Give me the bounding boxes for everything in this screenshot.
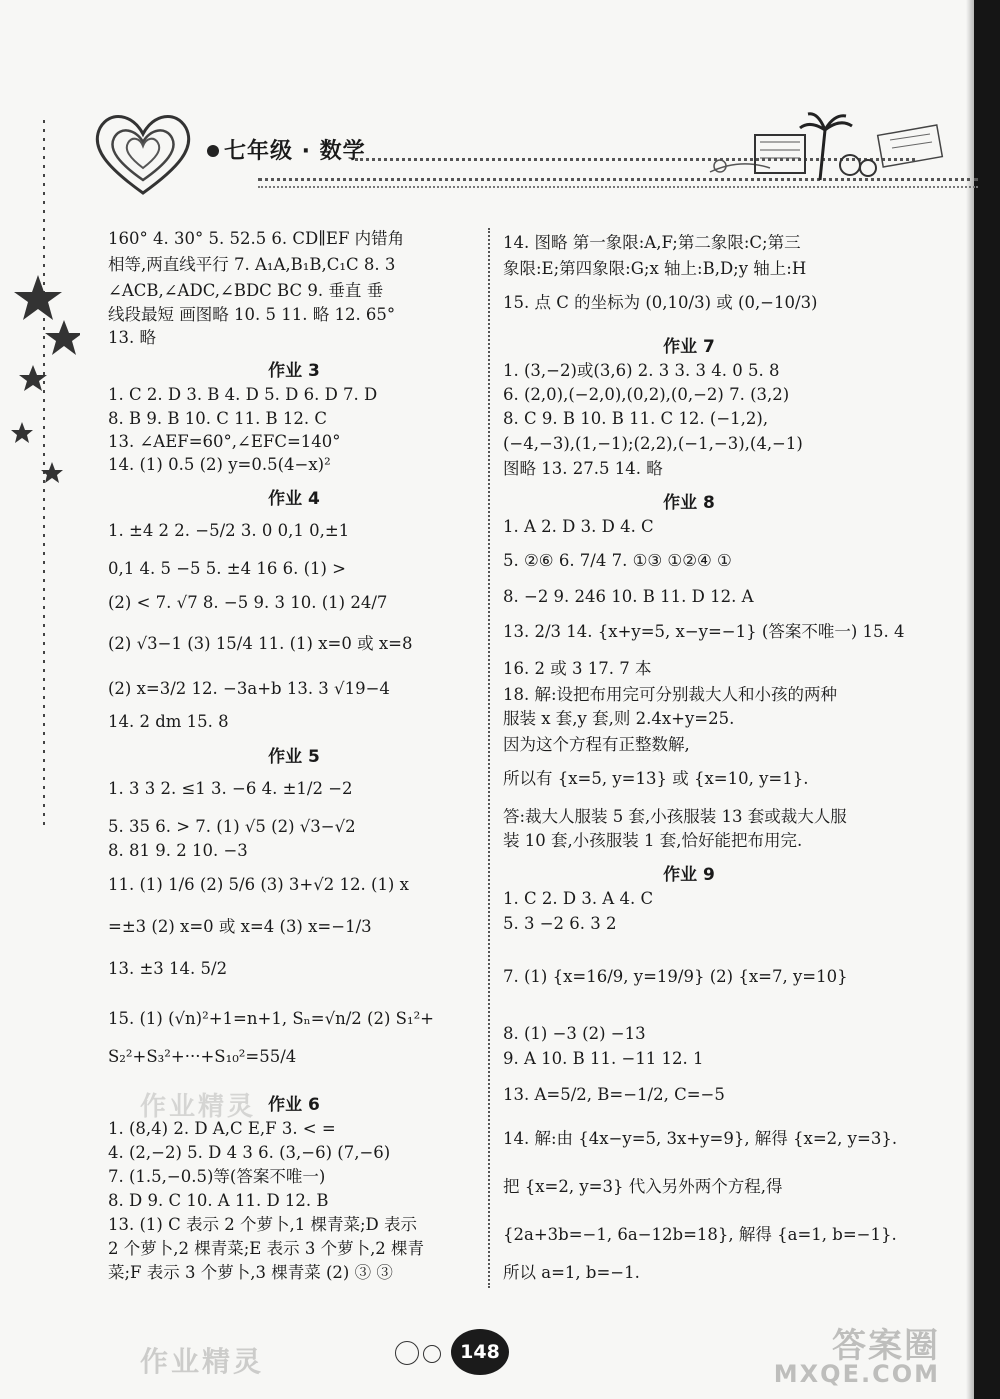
answer-line: 因为这个方程有正整数解, xyxy=(503,735,690,754)
answer-line: 1. C 2. D 3. A 4. C xyxy=(503,889,654,908)
answer-line: 4. (2,−2) 5. D 4 3 6. (3,−6) (7,−6) xyxy=(108,1143,391,1162)
stamp-watermark: 作业精灵 xyxy=(140,1092,257,1122)
answer-line: 8. C 9. B 10. B 11. C 12. (−1,2), xyxy=(503,409,769,428)
answer-line: 6. (2,0),(−2,0),(0,2),(0,−2) 7. (3,2) xyxy=(503,385,790,404)
stars-decoration-icon xyxy=(0,110,80,860)
answer-line: 所以有 {x=5, y=13} 或 {x=10, y=1}. xyxy=(503,769,809,788)
site-watermark-url: MXQE.COM xyxy=(773,1360,940,1388)
answer-line: 5. 35 6. > 7. (1) √5 (2) √3−√2 xyxy=(108,817,356,836)
answer-line: 8. −2 9. 246 10. B 11. D 12. A xyxy=(503,587,754,606)
answer-line: 8. D 9. C 10. A 11. D 12. B xyxy=(108,1191,329,1210)
answer-line: 1. 3 3 2. ≤1 3. −6 4. ±1/2 −2 xyxy=(108,779,353,798)
answer-line: 1. C 2. D 3. B 4. D 5. D 6. D 7. D xyxy=(108,385,378,404)
answer-line: 象限:E;第四象限:G;x 轴上:B,D;y 轴上:H xyxy=(503,259,807,278)
answer-line: 13. ∠AEF=60°,∠EFC=140° xyxy=(108,432,341,451)
answer-line: 所以 a=1, b=−1. xyxy=(503,1263,640,1282)
answer-line: 装 10 套,小孩服装 1 套,恰好能把布用完. xyxy=(503,831,803,850)
answer-line: 14. 解:由 {4x−y=5, 3x+y=9}, 解得 {x=2, y=3}. xyxy=(503,1129,898,1148)
answer-line: 8. 81 9. 2 10. −3 xyxy=(108,841,248,860)
answer-line: 13. (1) C 表示 2 个萝卜,1 棵青菜;D 表示 xyxy=(108,1215,417,1234)
answer-line: (2) x=3/2 12. −3a+b 13. 3 √19−4 xyxy=(108,679,390,698)
page-header xyxy=(0,100,1000,210)
answer-line: ∠ACB,∠ADC,∠BDC BC 9. 垂直 垂 xyxy=(108,281,384,300)
hearts-logo-icon xyxy=(88,108,203,198)
answer-line: 1. ±4 2 2. −5/2 3. 0 0,1 0,±1 xyxy=(108,521,350,540)
footer-circle-icon xyxy=(423,1345,441,1363)
answer-line: (2) < 7. √7 8. −5 9. 3 10. (1) 24/7 xyxy=(108,593,388,612)
answer-line: 15. (1) (√n)²+1=n+1, Sₙ=√n/2 (2) S₁²+ xyxy=(108,1009,435,1028)
answer-line: 7. (1) {x=16/9, y=19/9} (2) {x=7, y=10} xyxy=(503,967,848,986)
answer-line: 14. 2 dm 15. 8 xyxy=(108,712,229,731)
column-divider xyxy=(488,228,490,1288)
answer-line: 13. 2/3 14. {x+y=5, x−y=−1} (答案不唯一) 15. 4 xyxy=(503,622,905,641)
answer-line: 图略 13. 27.5 14. 略 xyxy=(503,459,663,478)
answer-line: (2) √3−1 (3) 15/4 11. (1) x=0 或 x=8 xyxy=(108,634,413,653)
site-watermark: 答案圈 xyxy=(832,1326,940,1366)
answer-line: 16. 2 或 3 17. 7 本 xyxy=(503,659,652,678)
section-heading: 作业 4 xyxy=(268,489,320,509)
answer-line: 8. B 9. B 10. C 11. B 12. C xyxy=(108,409,328,428)
answer-line: 13. ±3 14. 5/2 xyxy=(108,959,228,978)
answer-line: 14. 图略 第一象限:A,F;第二象限:C;第三 xyxy=(503,233,801,252)
section-heading: 作业 6 xyxy=(268,1095,320,1115)
answer-line: 把 {x=2, y=3} 代入另外两个方程,得 xyxy=(503,1177,783,1196)
title-bullet xyxy=(207,145,219,157)
answer-line: 相等,两直线平行 7. A₁A,B₁B,C₁C 8. 3 xyxy=(108,255,396,274)
answer-line: 8. (1) −3 (2) −13 xyxy=(503,1024,646,1043)
answer-line: 线段最短 画图略 10. 5 11. 略 12. 65° xyxy=(108,305,396,324)
answer-line: S₂²+S₃²+···+S₁₀²=55/4 xyxy=(108,1047,297,1066)
answer-line: 1. (8,4) 2. D A,C E,F 3. < = xyxy=(108,1119,336,1138)
answer-line: 服装 x 套,y 套,则 2.4x+y=25. xyxy=(503,709,735,728)
answer-line: {2a+3b=−1, 6a−12b=18}, 解得 {a=1, b=−1}. xyxy=(503,1225,897,1244)
answer-line: 160° 4. 30° 5. 52.5 6. CD∥EF 内错角 xyxy=(108,229,405,248)
answer-line: 9. A 10. B 11. −11 12. 1 xyxy=(503,1049,704,1068)
section-heading: 作业 5 xyxy=(268,747,320,767)
page-title: 七年级 · 数学 xyxy=(224,139,366,164)
answer-line: 2 个萝卜,2 棵青菜;E 表示 3 个萝卜,2 棵青 xyxy=(108,1239,425,1258)
section-heading: 作业 9 xyxy=(663,865,715,885)
answer-line: 7. (1.5,−0.5)等(答案不唯一) xyxy=(108,1167,326,1186)
answer-line: (−4,−3),(1,−1);(2,2),(−1,−3),(4,−1) xyxy=(503,434,803,453)
answer-line: 答:裁大人服装 5 套,小孩服装 13 套或裁大人服 xyxy=(503,807,847,826)
footer-circle-icon xyxy=(395,1341,419,1365)
answer-line: 菜;F 表示 3 个萝卜,3 棵青菜 (2) ③ ③ xyxy=(108,1263,393,1282)
answer-line: 5. ②⑥ 6. 7/4 7. ①③ ①②④ ① xyxy=(503,551,732,570)
answer-line: 1. A 2. D 3. D 4. C xyxy=(503,517,654,536)
answer-line: 18. 解:设把布用完可分别裁大人和小孩的两种 xyxy=(503,685,838,704)
answer-line: 5. 3 −2 6. 3 2 xyxy=(503,914,617,933)
books-palm-decoration-icon xyxy=(700,110,970,190)
answer-line: 13. A=5/2, B=−1/2, C=−5 xyxy=(503,1085,725,1104)
answer-line: 13. 略 xyxy=(108,328,156,347)
section-heading: 作业 7 xyxy=(663,337,715,357)
answer-line: 15. 点 C 的坐标为 (0,10/3) 或 (0,−10/3) xyxy=(503,293,818,312)
answer-line: =±3 (2) x=0 或 x=4 (3) x=−1/3 xyxy=(108,917,372,936)
answer-line: 14. (1) 0.5 (2) y=0.5(4−x)² xyxy=(108,455,331,474)
page-number: 148 xyxy=(451,1329,509,1375)
answer-line: 11. (1) 1/6 (2) 5/6 (3) 3+√2 12. (1) x xyxy=(108,875,409,894)
section-heading: 作业 8 xyxy=(663,493,715,513)
section-heading: 作业 3 xyxy=(268,361,320,381)
answer-line: 0,1 4. 5 −5 5. ±4 16 6. (1) > xyxy=(108,559,347,578)
stamp-watermark: 作业精灵 xyxy=(140,1345,265,1378)
answer-line: 1. (3,−2)或(3,6) 2. 3 3. 3 4. 0 5. 8 xyxy=(503,361,780,380)
